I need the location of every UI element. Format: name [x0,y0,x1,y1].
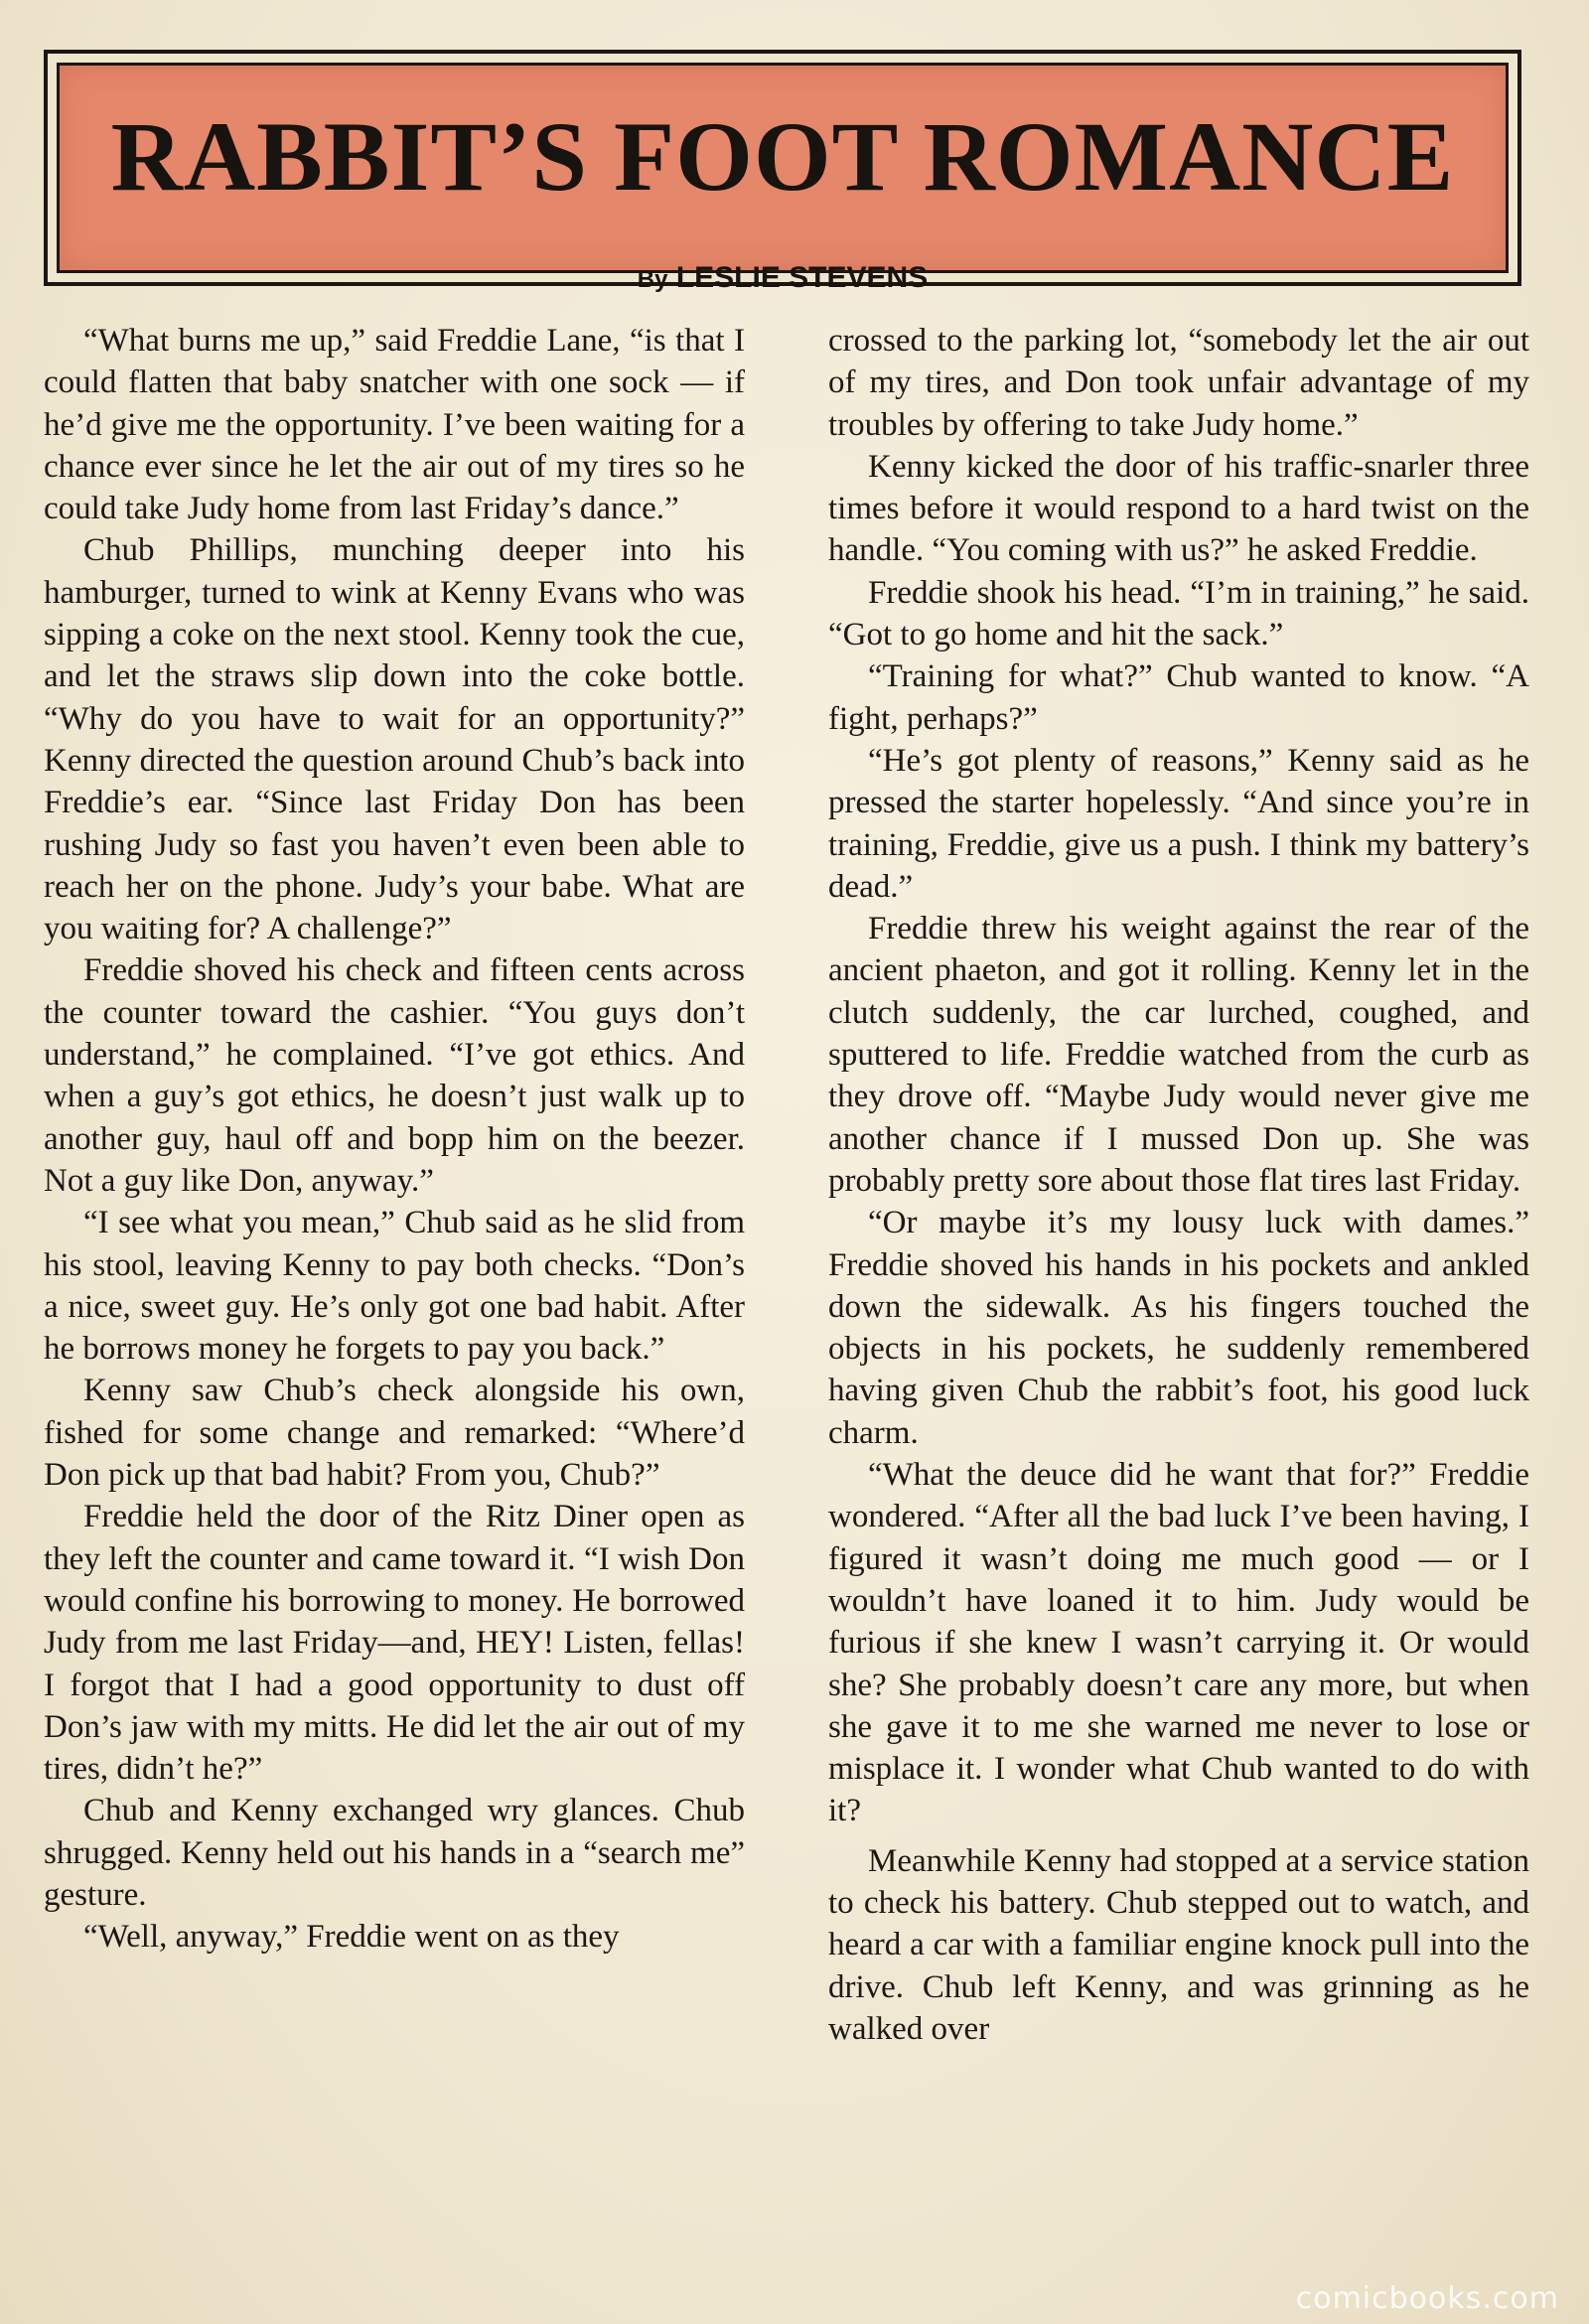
paragraph: Freddie shook his head. “I’m in training,” he said. “Got to go home and hit the sack.” [828,574,1529,654]
paragraph: Freddie held the door of the Ritz Diner open as they left the counter and came toward it. “I wish Don would confine his borrowing to money. He borrowed Judy from me last Friday—and, HEY! Listen, fellas! I forgot that I had a good opportunity to dust off Don’s jaw with my mitts. He did let the air out of my tires, didn’t he?” [44,1499,745,1788]
paragraph: Kenny saw Chub’s check alongside his own, fished for some change and remarked: “Where’d Don pick up that bad habit? From you, Chub?” [44,1373,745,1494]
story-title: RABBIT’S FOOT ROMANCE [110,101,1455,212]
paragraph: Chub Phillips, munching deeper into his hamburger, turned to wink at Kenny Evans who was sipping a coke on the next stool. Kenny took the cue, and let the straws slip down into the coke bottle. “Why do you have to wait for an opportunity?” Kenny directed the question around Chub’s back into Freddie’s ear. “Since last Friday Don has been rushing Judy so fast you haven’t even been able to reach her on the phone. Judy’s your babe. What are you waiting for? A challenge?” [44,532,745,947]
byline [60,262,1506,296]
source-watermark: comicbooks.com [1295,2281,1559,2316]
paragraph: “Training for what?” Chub wanted to know. “A fight, perhaps?” [828,658,1529,737]
paragraph: “Or maybe it’s my lousy luck with dames.” Freddie shoved his hands in his pockets and ankled down the sidewalk. As his fingers touched the objects in his pockets, he suddenly remembered having given Chub the rabbit’s foot, his good luck charm. [828,1205,1529,1451]
story-column-right [828,320,1529,2050]
paragraph: “I see what you mean,” Chub said as he slid from his stool, leaving Kenny to pay both checks. “Don’s a nice, sweet guy. He’s only got one bad habit. After he borrows money he forgets to pay you back.” [44,1205,745,1368]
story-column-left [44,320,745,1959]
paragraph: “What the deuce did he want that for?” Freddie wondered. “After all the bad luck I’ve been having, I figured it wasn’t doing me much good — or I wouldn’t have loaned it to him. Judy would be furious if she knew I wasn’t carrying it. Or would she? She probably doesn’t care any more, but when she gave it to me she warned me never to lose or misplace it. I wonder what Chub wanted to do with it? [828,1457,1529,1829]
paragraph: Freddie threw his weight against the rear of the ancient phaeton, and got it rolling. Kenny let in the clutch suddenly, the car lurched, coughed, and sputtered to life. Freddie watched from the curb as they drove off. “Maybe Judy would never give me another chance if I mussed Don up. She was probably pretty sore about those flat tires last Friday. [828,911,1529,1199]
paragraph: “He’s got plenty of reasons,” Kenny said as he pressed the starter hopelessly. “And since you’re in training, Freddie, give us a push. I think my battery’s dead.” [828,742,1529,905]
byline-prefix: By [637,266,668,293]
title-banner-inner [57,63,1509,294]
paragraph: “Well, anyway,” Freddie went on as they [83,1919,620,1956]
paragraph: “What burns me up,” said Freddie Lane, “is that I could flatten that baby snatcher with one sock — if he’d give me the opportunity. I’ve been waiting for a chance ever since he let the air out of my tires so he could take Judy home from last Friday’s dance.” [44,323,745,527]
paragraph-continued: crossed to the parking lot, “somebody let the air out of my tires, and Don took unfair advantage of my troubles by offering to take Judy home.” [828,323,1529,443]
byline-author: LESLIE STEVENS [675,261,929,294]
paragraph: Meanwhile Kenny had stopped at a service station to check his battery. Chub stepped out to watch, and heard a car with a familiar engine knock pull into the drive. Chub left Kenny, and was grinning as he walked over [828,1842,1529,2047]
paragraph: Freddie shoved his check and fifteen cents across the counter toward the cashier. “You guys don’t understand,” he complained. “I’ve got ethics. And when a guy’s got ethics, he doesn’t just walk up to another guy, haul off and bopp him on the beezer. Not a guy like Don, anyway.” [44,952,745,1199]
paragraph: Kenny kicked the door of his traffic-snarler three times before it would respond to a hard twist on the handle. “You coming with us?” he asked Freddie. [828,448,1529,569]
title-banner [44,50,1521,294]
paragraph: Chub and Kenny exchanged wry glances. Chub shrugged. Kenny held out his hands in a “search me” gesture. [44,1793,745,1913]
